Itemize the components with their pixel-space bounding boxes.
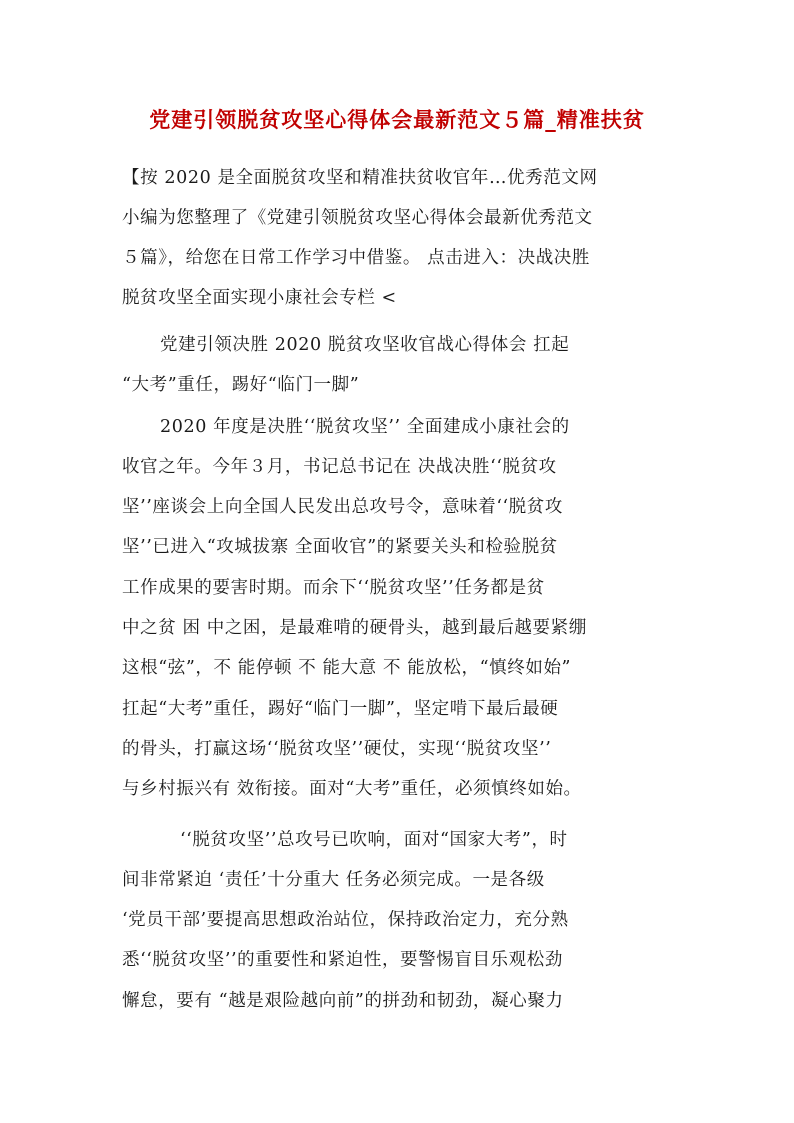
body-line: 工作成果的要害时期。而余下‘‘脱贫攻坚’’任务都是贫 — [122, 578, 545, 598]
body-line: ‘党员干部’要提高思想政治站位，保持政治定力，充分熟 — [122, 910, 569, 930]
body-line: 的骨头，打赢这场‘‘脱贫攻坚’’硬仗，实现‘‘脱贫攻坚’’ — [122, 739, 552, 759]
document-title: 党建引领脱贫攻坚心得体会最新范文５篇_精准扶贫 — [149, 107, 645, 132]
body-line: 这根“弦”，不 能停顿 不 能大意 不 能放松，“慎终如始” — [122, 658, 572, 678]
body-line: ‘‘脱贫攻坚’’总攻号已吹响，面对“国家大考”，时 — [180, 830, 568, 850]
body-line: 坚’’座谈会上向全国人民发出总攻号令，意味着‘‘脱贫攻 — [122, 497, 563, 517]
body-line: 与乡村振兴有 效衔接。面对“大考”重任，必须慎终如始。 — [122, 779, 582, 799]
subheading-line: 党建引领决胜 2020 脱贫攻坚收官战心得体会 扛起 — [160, 335, 570, 355]
body-line: 【按 2020 是全面脱贫攻坚和精准扶贫收官年…优秀范文网 — [122, 168, 598, 188]
body-line: 懈怠，要有 “越是艰险越向前”的拼劲和韧劲，凝心聚力 — [122, 991, 564, 1011]
body-line: 间非常紧迫 ‘责任’十分重大 任务必须完成。一是各级 — [122, 870, 545, 890]
body-line: 扛起“大考”重任，踢好“临门一脚”，坚定啃下最后最硬 — [122, 699, 559, 719]
body-line: 2020 年度是决胜‘‘脱贫攻坚’’ 全面建成小康社会的 — [160, 417, 570, 437]
body-line: 收官之年。今年３月，书记总书记在 决战决胜‘‘脱贫攻 — [122, 457, 557, 477]
body-line: 中之贫 困 中之困，是最难啃的硬骨头，越到最后越要紧绷 — [122, 618, 587, 638]
body-line: 悉‘‘脱贫攻坚’’的重要性和紧迫性，要警惕盲目乐观松劲 — [122, 950, 563, 970]
body-line: ５篇》，给您在日常工作学习中借鉴。 点击进入：决战决胜 — [122, 248, 591, 268]
subheading-line: “大考”重任，踢好“临门一脚” — [122, 375, 360, 395]
body-line: 坚’’已进入“攻城拔寨 全面收官”的紧要关头和检验脱贫 — [122, 537, 558, 557]
body-line: 小编为您整理了《党建引领脱贫攻坚心得体会最新优秀范文 — [122, 208, 593, 228]
body-line: 脱贫攻坚全面实现小康社会专栏 < — [122, 288, 397, 308]
